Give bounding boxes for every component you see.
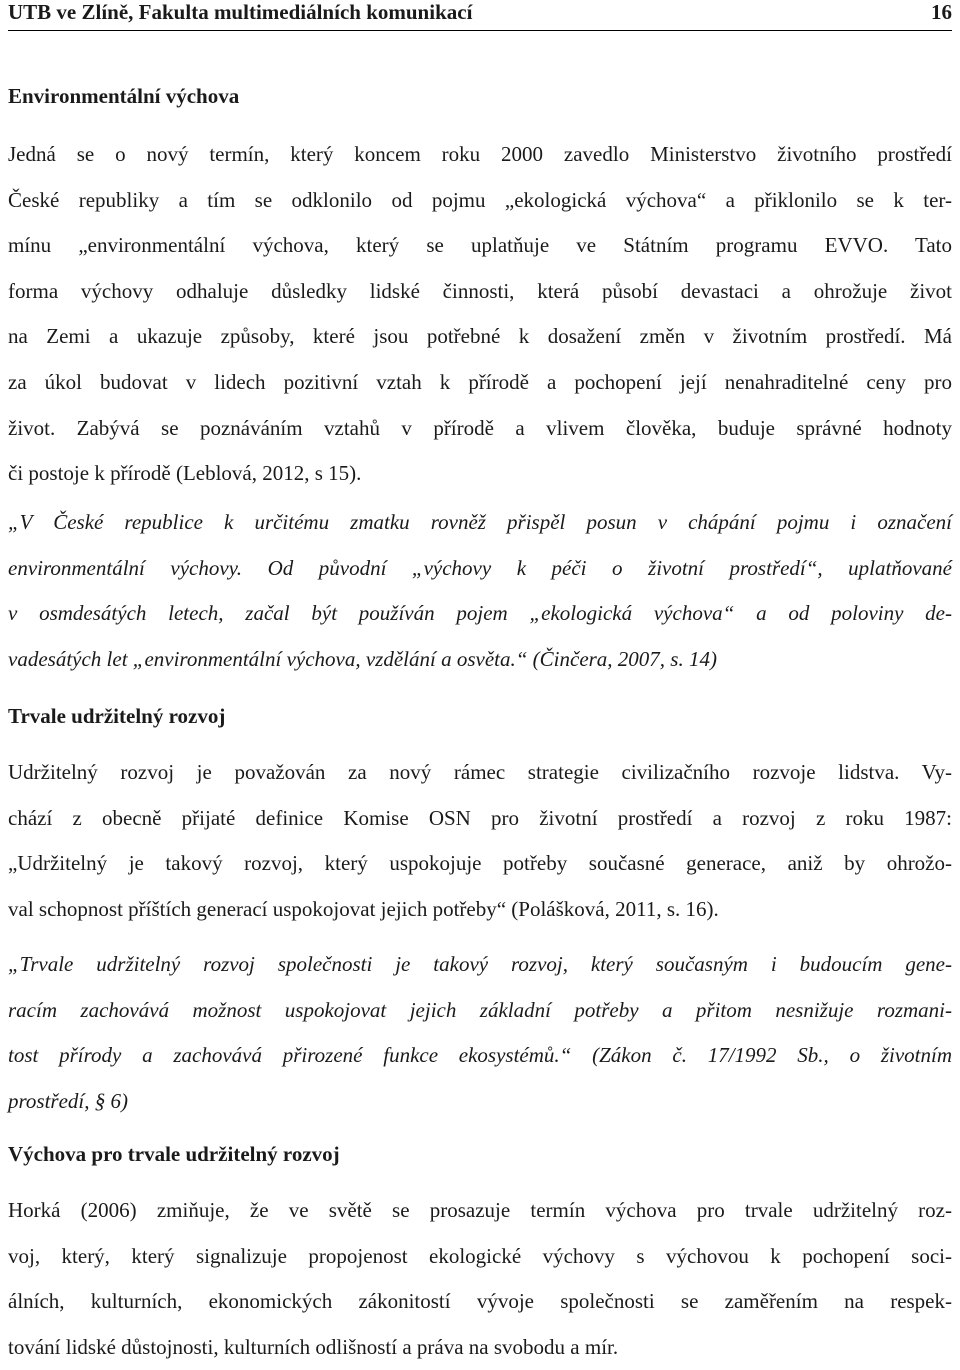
text-line: za úkol budovat v lidech pozitivní vztah k přírodě a pochopení její nenahraditelné ceny pro bbox=[8, 369, 952, 394]
text-line: „V České republice k určitému zmatku rovněž přispěl posun v chápání pojmu i označení bbox=[8, 510, 952, 534]
text-line: mínu „environmentální výchova, který se uplatňuje ve Státním programu EVVO. Tato bbox=[8, 233, 952, 258]
text-line: na Zemi a ukazuje způsoby, které jsou potřebné k dosažení změn v životním prostředí. Má bbox=[8, 324, 952, 349]
section-heading-education-for-sustainability: Výchova pro trvale udržitelný rozvoj bbox=[8, 1142, 340, 1166]
text-line: voj, který, který signalizuje propojenost ekologické výchovy s výchovou k pochopení soci- bbox=[8, 1243, 952, 1268]
text-line: tost přírody a zachovává přirozené funkce ekosystémů.“ (Zákon č. 17/1992 Sb., o životním bbox=[8, 1043, 952, 1068]
text-line: Jedná se o nový termín, který koncem roku 2000 zavedlo Ministerstvo životního prostředí bbox=[8, 142, 952, 166]
text-line: život. Zabývá se poznáváním vztahů v přírodě a vlivem člověka, buduje správné hodnoty bbox=[8, 415, 952, 440]
text-line: či postoje k přírodě (Leblová, 2012, s 15). bbox=[8, 461, 362, 486]
text-line: chází z obecně přijaté definice Komise OSN pro životní prostředí a rozvoj z roku 1987: bbox=[8, 805, 952, 830]
text-line: Horká (2006) zmiňuje, že ve světě se prosazuje termín výchova pro trvale udržitelný roz- bbox=[8, 1198, 952, 1222]
header-title: UTB ve Zlíně, Fakulta multimediálních komunikací bbox=[8, 0, 473, 24]
text-line: environmentální výchovy. Od původní „výchovy k péči o životní prostředí“, uplatňované bbox=[8, 555, 952, 580]
paragraph-environmental-education bbox=[8, 132, 952, 497]
text-line: tování lidské důstojnosti, kulturních odlišností a práva na svobodu a mír. bbox=[8, 1334, 619, 1359]
text-line: álních, kulturních, ekonomických zákonitostí vývoje společnosti se zaměřením na respek- bbox=[8, 1289, 952, 1314]
text-line: České republiky a tím se odklonilo od pojmu „ekologická výchova“ a přiklonilo se k ter- bbox=[8, 187, 952, 212]
section-heading-environmental-education: Environmentální výchova bbox=[8, 84, 240, 108]
quote-zakon bbox=[8, 942, 952, 1124]
page-number: 16 bbox=[931, 0, 952, 24]
text-line: forma výchovy odhaluje důsledky lidské činnosti, která působí devastaci a ohrožuje život bbox=[8, 278, 952, 303]
page-header bbox=[8, 0, 952, 31]
quote-cincera bbox=[8, 500, 952, 682]
text-line: vadesátých let „environmentální výchova, vzdělání a osvěta.“ (Činčera, 2007, s. 14) bbox=[8, 646, 717, 671]
text-line: prostředí, § 6) bbox=[8, 1088, 128, 1113]
text-line: „Udržitelný je takový rozvoj, který uspokojuje potřeby současné generace, aniž by ohrožo- bbox=[8, 851, 952, 876]
paragraph-sustainable-development bbox=[8, 750, 952, 932]
section-heading-sustainable-development: Trvale udržitelný rozvoj bbox=[8, 704, 226, 728]
text-line: v osmdesátých letech, začal být používán pojem „ekologická výchova“ a od poloviny de- bbox=[8, 601, 952, 626]
text-line: „Trvale udržitelný rozvoj společnosti je takový rozvoj, který současným i budoucím gene- bbox=[8, 952, 952, 976]
text-line: Udržitelný rozvoj je považován za nový rámec strategie civilizačního rozvoje lidstva. Vy- bbox=[8, 760, 952, 784]
text-line: racím zachovává možnost uspokojovat jejich základní potřeby a přitom nesnižuje rozmani- bbox=[8, 997, 952, 1022]
text-line: val schopnost příštích generací uspokojovat jejich potřeby“ (Polášková, 2011, s. 16). bbox=[8, 896, 719, 921]
paragraph-education-for-sustainability bbox=[8, 1188, 952, 1370]
